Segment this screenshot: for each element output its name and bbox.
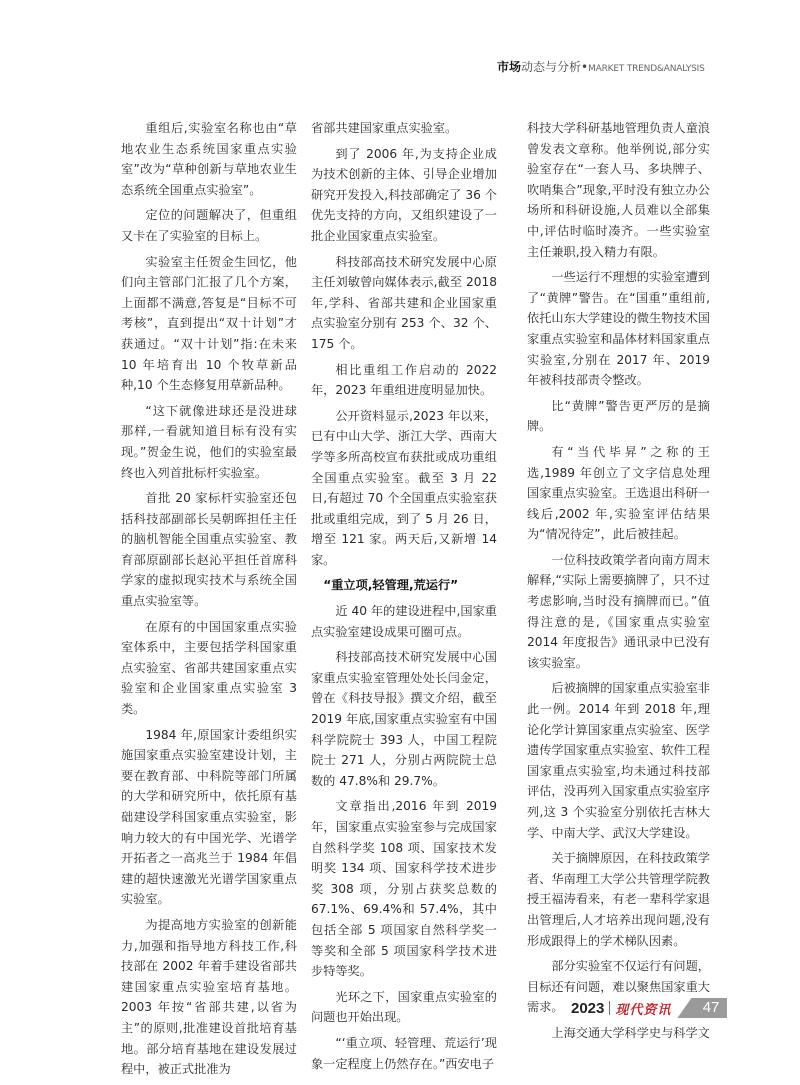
- paragraph: 公开资料显示,2023 年以来，已有中山大学、浙江大学、西南大学等多所高校宣布获批或成功重组全国重点实验室。截至 3 月 22 日,有超过 70 个全国重点实验室获批或重组完成，到了 5 月 26 日，增至 121 家。两天后,又新增 14 家。: [311, 408, 497, 567]
- paragraph: 定位的问题解决了，但重组又卡在了实验室的目标上。: [121, 208, 297, 243]
- paragraph: 1984 年,原国家计委组织实施国家重点实验室建设计划，主要在教育部、中科院等部门所属的大学和研究所中，依托原有基础建设学科国家重点实验室，影响力较大的有中国光学、光谱学开拓者之一高兆兰于 1984 年倡建的超快速激光光谱学国家重点实验室。: [121, 727, 297, 907]
- paragraph: 一位科技政策学者向南方周末解释,“实际上需要摘牌了，只不过考虑影响,当时没有摘牌而已。”值得注意的是,《国家重点实验室 2014 年度报告》通讯录中已没有该实验室。: [527, 552, 710, 670]
- paragraph: 有“当代毕昇”之称的王选,1989 年创立了文字信息处理国家重点实验室。王选退出科研一线后,2002 年,实验室评估结果为“情况待定”，此后被挂起。: [527, 444, 710, 542]
- paragraph: 到了 2006 年,为支持企业成为技术创新的主体、引导企业增加研究开发投入,科技部确定了 36 个优先支持的方向，又组织建设了一批企业国家重点实验室。: [311, 146, 497, 243]
- header-dot: •: [581, 60, 589, 74]
- section-title-en: MARKET TREND&ANALYSIS: [588, 64, 705, 74]
- paragraph-continued: 省部共建国家重点实验室。: [311, 121, 458, 135]
- section-title-bold: 市场: [497, 60, 522, 74]
- subheading: “重立项,轻管理,荒运行”: [323, 578, 459, 593]
- paragraph: 一些运行不理想的实验室遭到了“黄牌”警告。在“国重”重组前,依托山东大学建设的微生物技术国家重点实验室和晶体材料国家重点实验室,分别在 2017 年、2019 年被科技部责令整改。: [527, 270, 710, 388]
- paragraph: 上海交通大学科学史与科学文: [551, 1025, 710, 1040]
- paragraph-continued: 科技大学科研基地管理负责人童浪曾发表文章称。他举例说,部分实验室存在“一套人马、多块牌子、吹哨集合”现象,平时没有独立办公场所和科研设施,人员难以全部集中,评估时临时凑齐。一些实验室主任兼职,投入精力有限。: [527, 121, 710, 259]
- paragraph: 比“黄牌”警告更严厉的是摘牌。: [527, 398, 710, 434]
- paragraph: “这下就像进球还是没进球那样,一看就知道目标有没有实现。”贺金生说，他们的实验室最终也入列首批标杆实验室。: [121, 403, 297, 480]
- section-title-light: 动态与分析: [521, 60, 582, 74]
- paragraph: 首批 20 家标杆实验室还包括科技部副部长吴朝晖担任主任的脑机智能全国重点实验室、教育部原副部长赵沁平担任首席科学家的虚拟现实技术与系统全国重点实验室等。: [121, 491, 297, 609]
- paragraph: 文章指出,2016 年到 2019 年，国家重点实验室参与完成国家自然科学奖 108 项、国家技术发明奖 134 项、国家科学技术进步奖 308 项，分别占获奖总数的 67.1%、69.4%和 57.4%，其中包括全部 5 项国家自然科学奖一等奖和全部 5 项国家科学技术进步特等奖。: [311, 799, 497, 979]
- magazine-logo: 现代资讯: [615, 1002, 672, 1018]
- column-3: [527, 118, 710, 1049]
- running-header: [497, 58, 705, 75]
- column-2: [311, 118, 497, 1079]
- paragraph: 科技部高技术研究发展中心原主任刘敏曾向媒体表示,截至 2018 年,学科、省部共建和企业国家重点实验室分别有 253 个、32 个、175 个。: [311, 254, 497, 351]
- paragraph: 近 40 年的建设进程中,国家重点实验室建设成果可圈可点。: [311, 604, 497, 639]
- paragraph: 光环之下，国家重点实验室的问题也开始出现。: [311, 989, 497, 1025]
- column-1: [121, 118, 297, 1085]
- paragraph: “‘重立项、轻管理、荒运行’现象一定程度上仍然存在。”西安电子: [311, 1035, 497, 1071]
- paragraph: 关于摘牌原因，在科技政策学者、华南理工大学公共管理学院教授王福涛看来，有老一辈科学家退出管理后,人才培养出现问题,没有形成跟得上的学术梯队因素。: [527, 851, 710, 948]
- page-number-tab: [677, 998, 727, 1018]
- paragraph: 为提高地方实验室的创新能力,加强和指导地方科技工作,科技部在 2002 年着手建设省部共建国家重点实验室培育基地。2003 年按“省部共建,以省为主”的原则,批准建设首批培育基地。部分培育基地在建设发展过程中，被正式批准为: [121, 917, 297, 1077]
- footer-year: 2023: [571, 999, 605, 1017]
- paragraph: 部分实验室不仅运行有问题，目标还有问题，难以聚焦国家重大需求。: [527, 959, 710, 1015]
- paragraph: 在原有的中国国家重点实验室体系中，主要包括学科国家重点实验室、省部共建国家重点实验室和企业国家重点实验室 3 类。: [121, 619, 297, 717]
- page-footer: [571, 997, 727, 1019]
- paragraph: 实验室主任贺金生回忆，他们向主管部门汇报了几个方案，上面都不满意,答复是“目标不可考核”，直到提出“双十计划”才获通过。“双十计划”指:在未来 10 年培育出 10 个牧草新品种,10 个生态修复用草新品种。: [121, 254, 297, 393]
- paragraph: 后被摘牌的国家重点实验室非此一例。2014 年到 2018 年,理论化学计算国家重点实验室、医学遗传学国家重点实验室、软件工程国家重点实验室,均未通过科技部评估，没再列入国家重点实验室序列,这 3 个实验室分别依托吉林大学、中南大学、武汉大学建设。: [527, 681, 710, 840]
- page-number: 47: [702, 999, 720, 1016]
- paragraph: 科技部高技术研究发展中心国家重点实验室管理处处长闫金定，曾在《科技导报》撰文介绍，截至 2019 年底,国家重点实验室有中国科学院院士 393 人，中国工程院院士 271 人，分别占两院院士总数的 47.8%和 29.7%。: [311, 650, 497, 788]
- paragraph: 相比重组工作启动的 2022 年，2023 年重组进度明显加快。: [311, 362, 497, 398]
- paragraph: 重组后,实验室名称也由“草地农业生态系统国家重点实验室”改为“草种创新与草地农业生态系统全国重点实验室”。: [121, 121, 297, 197]
- footer-divider: [609, 1001, 610, 1015]
